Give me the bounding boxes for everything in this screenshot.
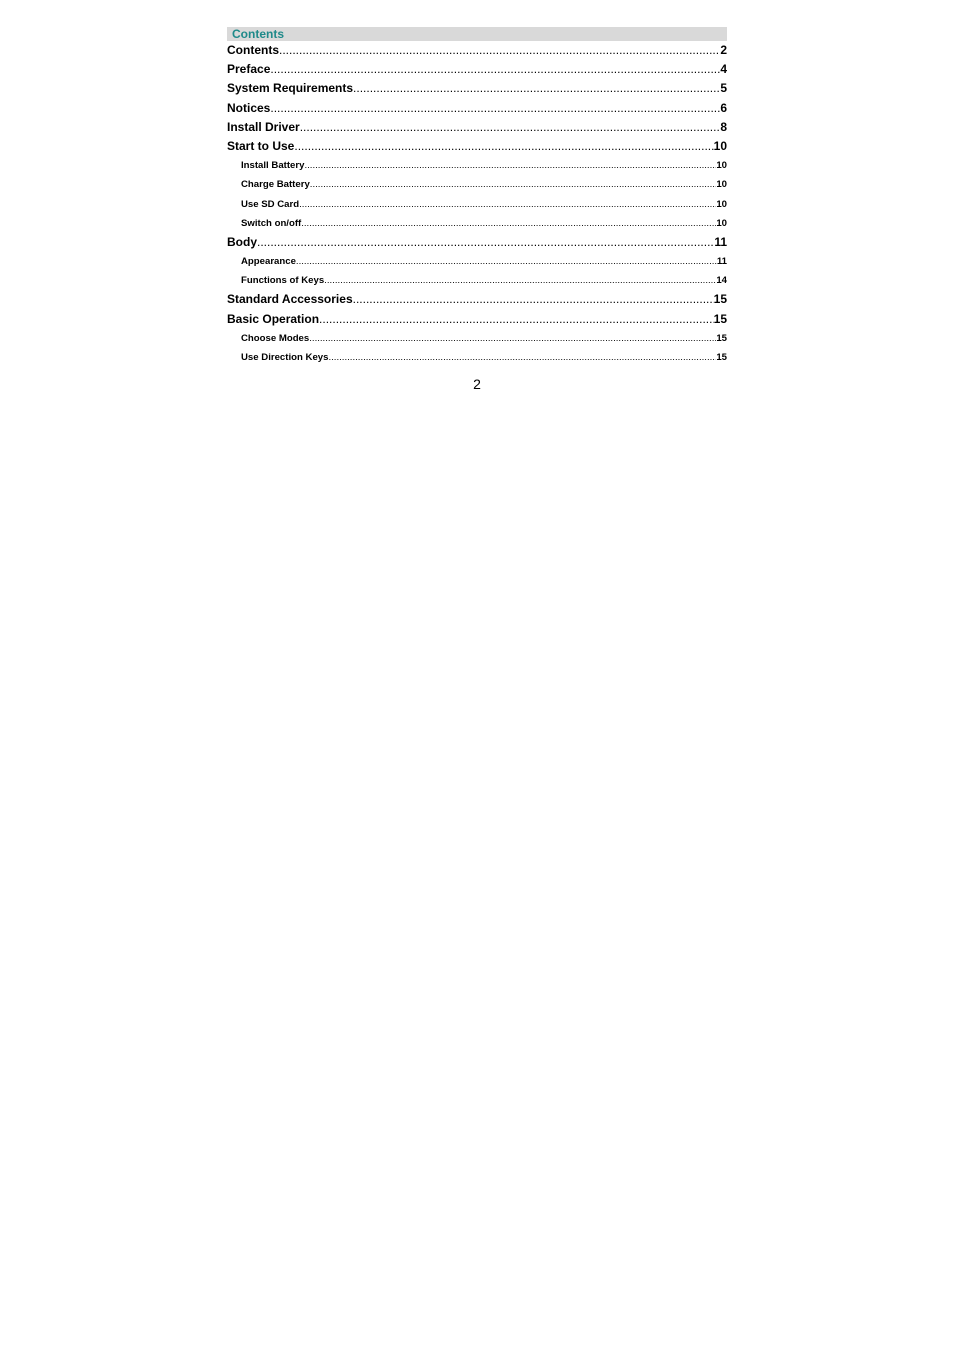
toc-entry[interactable] [227, 271, 727, 290]
toc-entry-page: 15 [716, 332, 727, 344]
toc-entry-label: Charge Battery [241, 179, 310, 191]
toc-leader-dots [296, 252, 717, 271]
toc-entry-label: Use SD Card [241, 198, 300, 210]
toc-entry-page: 15 [713, 311, 727, 326]
toc-entry-label: Switch on/off [241, 217, 302, 229]
toc-entry-page: 10 [716, 179, 727, 191]
toc-entry[interactable] [227, 214, 727, 233]
toc-leader-dots [301, 214, 716, 233]
toc-entry[interactable] [227, 156, 727, 175]
toc-entry-label: Notices [227, 100, 271, 115]
toc-entry-label: Install Battery [241, 160, 305, 172]
toc-entry-page: 10 [713, 138, 727, 153]
toc-entry-label: Install Driver [227, 119, 300, 134]
toc-entry[interactable] [227, 41, 727, 60]
toc-entry-label: Body [227, 234, 257, 249]
toc-entry-label: Start to Use [227, 138, 295, 153]
toc-entry[interactable] [227, 252, 727, 271]
table-of-contents [227, 27, 727, 367]
toc-leader-dots [319, 310, 714, 329]
toc-entry-page: 10 [716, 160, 727, 172]
toc-entry-label: Preface [227, 62, 271, 77]
toc-entry-page: 11 [716, 256, 727, 268]
toc-leader-dots [300, 118, 721, 137]
toc-leader-dots [353, 290, 714, 309]
toc-entry[interactable] [227, 79, 727, 98]
toc-entry[interactable] [227, 329, 727, 348]
toc-entry-page: 5 [720, 81, 727, 96]
toc-entry[interactable] [227, 99, 727, 118]
toc-leader-dots [310, 175, 717, 194]
toc-entries [227, 41, 727, 367]
toc-leader-dots [353, 79, 720, 98]
toc-entry-page: 15 [716, 352, 727, 363]
toc-entry-label: Contents [227, 43, 279, 57]
toc-leader-dots [304, 156, 716, 175]
toc-entry[interactable] [227, 310, 727, 329]
toc-heading [227, 27, 727, 41]
toc-entry-page: 10 [716, 198, 727, 210]
toc-entry[interactable] [227, 60, 727, 79]
toc-entry-page: 10 [716, 217, 727, 229]
toc-entry-label: Functions of Keys [241, 275, 325, 287]
toc-leader-dots [324, 271, 716, 290]
toc-entry[interactable] [227, 290, 727, 309]
toc-entry-label: System Requirements [227, 81, 354, 96]
toc-entry[interactable] [227, 137, 727, 156]
toc-entry[interactable] [227, 118, 727, 137]
toc-entry[interactable] [227, 195, 727, 214]
toc-leader-dots [309, 329, 716, 348]
toc-entry-page: 14 [716, 275, 727, 287]
page-number: 2 [473, 376, 481, 392]
toc-entry-page: 8 [720, 119, 727, 134]
toc-entry-page: 6 [720, 100, 727, 115]
toc-entry[interactable] [227, 233, 727, 252]
toc-entry-page: 11 [714, 234, 727, 249]
toc-entry[interactable] [227, 348, 727, 367]
toc-heading-label: Contents [232, 27, 284, 41]
toc-leader-dots [270, 60, 720, 79]
toc-leader-dots [294, 137, 713, 156]
toc-leader-dots [279, 41, 720, 60]
toc-entry-label: Standard Accessories [227, 292, 353, 307]
toc-entry[interactable] [227, 175, 727, 194]
toc-entry-page: 2 [720, 43, 727, 57]
toc-leader-dots [270, 99, 720, 118]
toc-entry-page: 4 [720, 62, 727, 77]
toc-leader-dots [299, 195, 716, 214]
toc-entry-label: Use Direction Keys [241, 352, 329, 363]
toc-entry-label: Basic Operation [227, 311, 320, 326]
toc-entry-label: Appearance [241, 256, 296, 268]
toc-entry-page: 15 [713, 292, 727, 307]
toc-leader-dots [257, 233, 714, 252]
toc-entry-label: Choose Modes [241, 332, 310, 344]
toc-leader-dots [328, 348, 716, 367]
